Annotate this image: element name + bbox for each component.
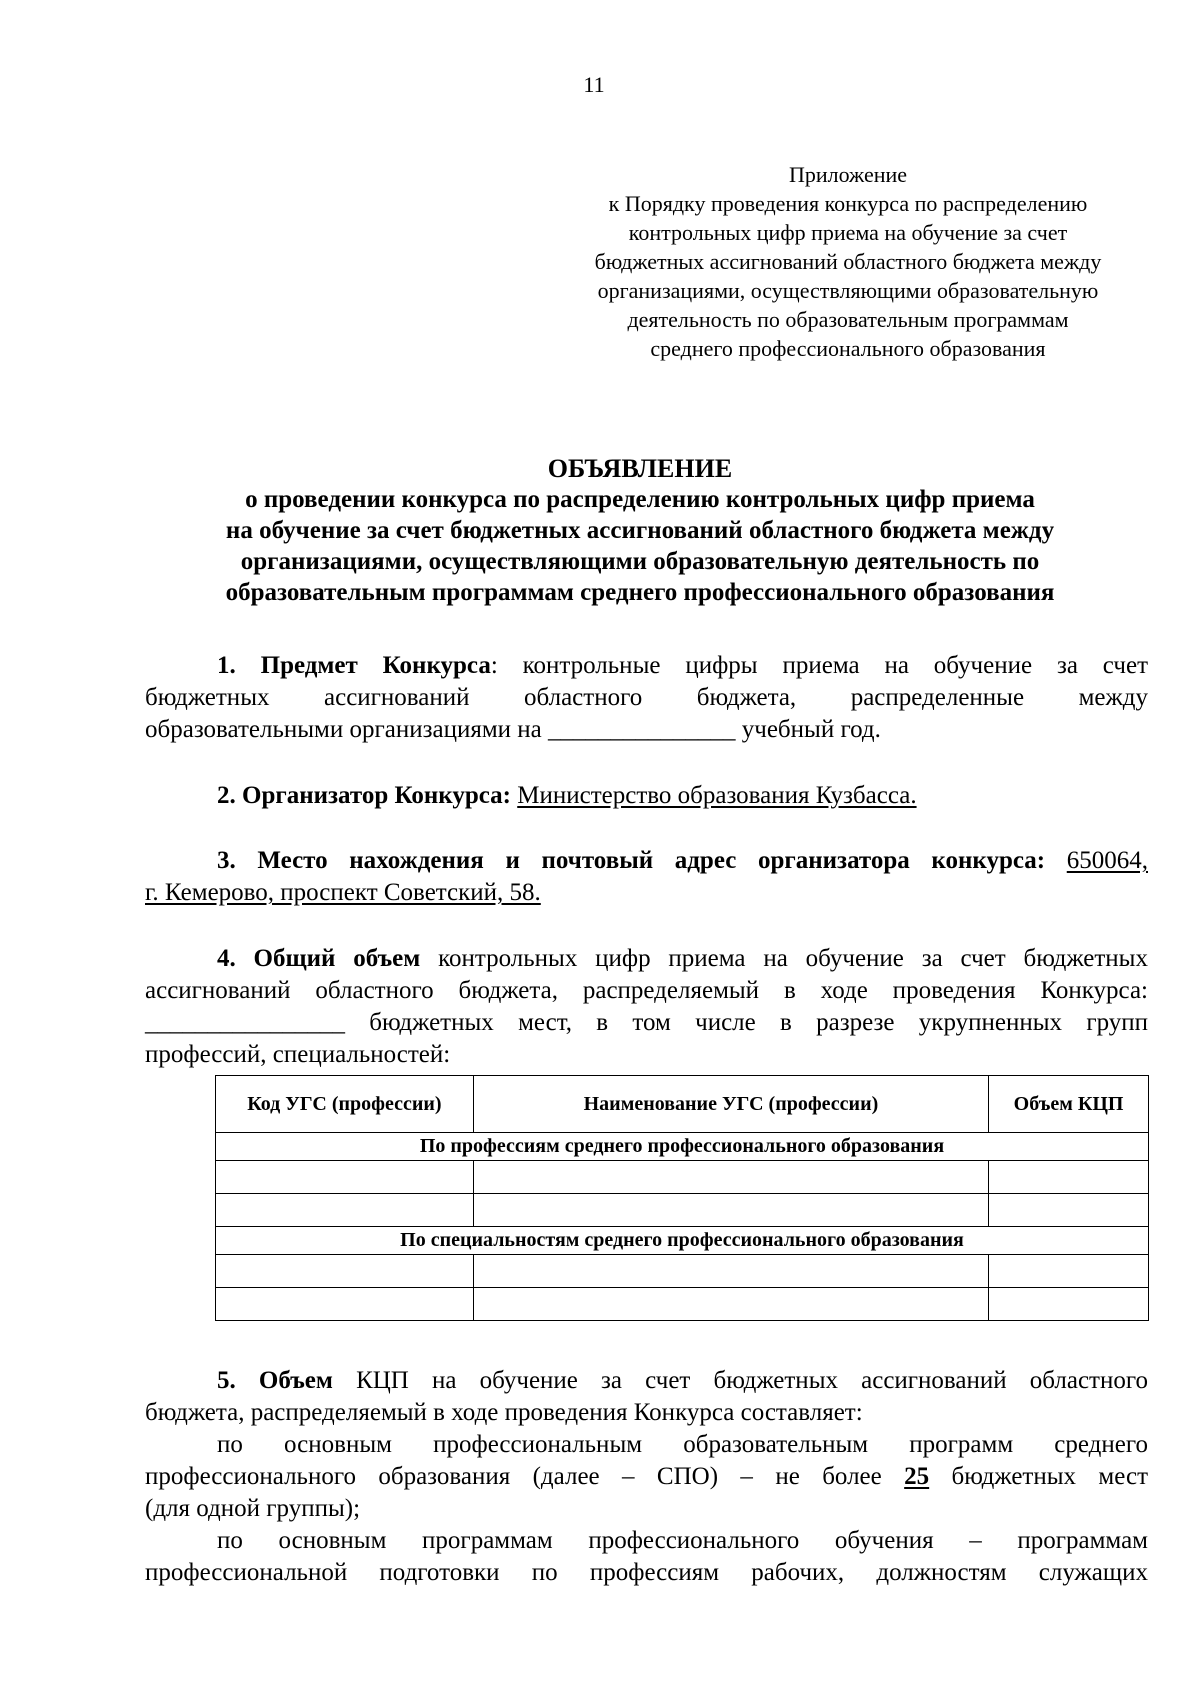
section-4-text: контрольных цифр приема на обучение за счет бюджетных (420, 945, 1148, 972)
section-4-text: бюджетных мест, в том числе в разрезе укрупненных групп (345, 1009, 1148, 1036)
announcement-subtitle-line: образовательным программам среднего профессионального образования (225, 579, 1055, 606)
table-section-row (216, 1227, 1149, 1255)
table-cell (989, 1288, 1149, 1321)
total-volume-blank: ________________ (145, 1009, 345, 1036)
section-1-line-1 (145, 650, 1148, 682)
appendix-block (548, 160, 1148, 363)
section-2-line (145, 780, 1148, 812)
section-3-label: 3. Место нахождения и почтовый адрес организатора конкурса: (217, 847, 1046, 874)
announcement-heading: ОБЪЯВЛЕНИЕ (547, 454, 733, 483)
section-5-line-1 (145, 1365, 1148, 1397)
section-5-p2-line-2 (145, 1461, 1148, 1493)
header-name: Наименование УГС (профессии) (473, 1076, 988, 1133)
kcp-table (215, 1075, 1149, 1321)
section-1-line-3 (145, 714, 1148, 746)
header-code: Код УГС (профессии) (216, 1076, 474, 1133)
section-3 (145, 845, 1148, 909)
section-5-p2-line-1: по основным профессиональным образовательным программ среднего (217, 1431, 1148, 1458)
section-1-label: 1. Предмет Конкурса (217, 652, 491, 679)
section-4-line-2: ассигнований областного бюджета, распределяемый в ходе проведения Конкурса: (145, 977, 1148, 1004)
appendix-title: Приложение (788, 162, 908, 187)
table-cell (989, 1161, 1149, 1194)
section-4 (145, 943, 1148, 1071)
section-5-line-2: бюджета, распределяемый в ходе проведения Конкурса составляет: (145, 1399, 863, 1426)
section-4-line-4: профессий, специальностей: (145, 1041, 451, 1068)
section-5-p2-line-3: (для одной группы); (145, 1495, 361, 1522)
section-1 (145, 650, 1148, 746)
table-cell (216, 1255, 474, 1288)
postal-code: 650064, (1066, 847, 1148, 874)
section-5-label: 5. Объем (217, 1367, 333, 1394)
section-3-line-2 (145, 877, 1148, 909)
section-1-text: учебный год. (735, 716, 881, 743)
appendix-line: бюджетных ассигнований областного бюджета между (594, 249, 1102, 274)
table-row (216, 1288, 1149, 1321)
academic-year-blank: _______________ (548, 716, 736, 743)
announcement-subtitle-line: о проведении конкурса по распределению контрольных цифр приема (245, 486, 1035, 513)
section-5-text: КЦП на обучение за счет бюджетных ассигнований областного (332, 1367, 1148, 1394)
table-header-row (216, 1076, 1149, 1133)
appendix-line: контрольных цифр приема на обучение за счет (628, 220, 1068, 245)
table-row (216, 1194, 1149, 1227)
section-professions: По профессиям среднего профессионального образования (216, 1133, 1149, 1161)
section-1-line-2: бюджетных ассигнований областного бюджета, распределенные между (145, 684, 1148, 711)
organizer-address: г. Кемерово, проспект Советский, 58. (145, 879, 541, 906)
announcement-title (130, 453, 1150, 608)
table-cell (216, 1161, 474, 1194)
table-cell (989, 1255, 1149, 1288)
table-cell (216, 1288, 474, 1321)
table-cell (473, 1194, 988, 1227)
table-row (216, 1255, 1149, 1288)
table-cell (989, 1194, 1149, 1227)
section-2 (145, 780, 1148, 812)
table-cell (473, 1255, 988, 1288)
table-cell (473, 1288, 988, 1321)
section-4-line-1 (145, 943, 1148, 975)
section-specialties: По специальностям среднего профессионального образования (216, 1227, 1149, 1255)
organizer-name: Министерство образования Кузбасса. (517, 782, 917, 809)
section-5-text: бюджетных мест (929, 1463, 1148, 1490)
announcement-subtitle-line: организациями, осуществляющими образовательную деятельность по (240, 548, 1040, 575)
table-cell (216, 1194, 474, 1227)
table-section-row (216, 1133, 1149, 1161)
header-volume: Объем КЦП (989, 1076, 1149, 1133)
section-5-p3-line-1: по основным программам профессионального обучения – программам (217, 1527, 1148, 1554)
max-places-number: 25 (904, 1463, 930, 1490)
appendix-line: к Порядку проведения конкурса по распределению (608, 191, 1088, 216)
page-number: 11 (583, 72, 605, 97)
section-5 (145, 1365, 1148, 1589)
announcement-subtitle-line: на обучение за счет бюджетных ассигнований областного бюджета между (225, 517, 1055, 544)
appendix-line: организациями, осуществляющими образовательную (597, 278, 1099, 303)
section-1-text: : контрольные цифры приема на обучение за счет (490, 652, 1148, 679)
section-2-label: 2. Организатор Конкурса: (217, 782, 511, 809)
section-4-label: 4. Общий объем (217, 945, 421, 972)
appendix-line: деятельность по образовательным программам (627, 307, 1069, 332)
section-5-text: профессионального образования (далее – СПО) – не более (145, 1463, 905, 1490)
table-row (216, 1161, 1149, 1194)
appendix-line: среднего профессионального образования (650, 336, 1046, 361)
table-cell (473, 1161, 988, 1194)
section-3-line-1 (145, 845, 1148, 877)
section-1-text: образовательными организациями на (145, 716, 549, 743)
section-5-p3-line-2: профессиональной подготовки по профессиям рабочих, должностям служащих (145, 1559, 1148, 1586)
section-4-line-3 (145, 1007, 1148, 1039)
